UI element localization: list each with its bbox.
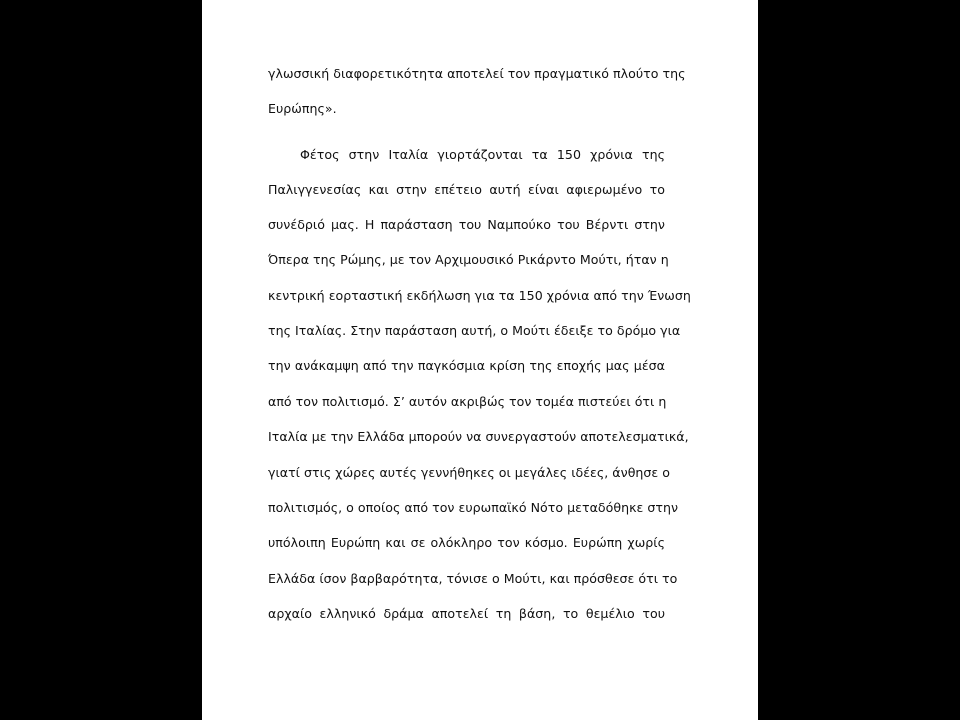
text-line: από τον πολιτισμό. Σ’ αυτόν ακριβώς τον τομέα πιστεύει ότι η: [268, 394, 667, 409]
text-line: κεντρική εορταστική εκδήλωση για τα 150 χρόνια από την Ένωση: [268, 288, 691, 303]
text-line: Ιταλία με την Ελλάδα μπορούν να συνεργαστούν αποτελεσματικά,: [268, 429, 689, 444]
document-page: [202, 0, 758, 720]
text-line: πολιτισμός, ο οποίος από τον ευρωπαϊκό Νότο μεταδόθηκε στην: [268, 500, 679, 515]
text-line: γιατί στις χώρες αυτές γεννήθηκες οι μεγάλες ιδέες, άνθησε ο: [268, 465, 670, 480]
text-line: υπόλοιπη Ευρώπη και σε ολόκληρο τον κόσμο. Ευρώπη χωρίς: [268, 535, 665, 550]
text-line: την ανάκαμψη από την παγκόσμια κρίση της εποχής μας μέσα: [268, 358, 665, 373]
text-line: της Ιταλίας. Στην παράσταση αυτή, ο Μούτι έδειξε το δρόμο για: [268, 323, 681, 338]
text-line: γλωσσική διαφορετικότητα αποτελεί τον πραγματικό πλούτο της: [268, 66, 686, 81]
text-line: συνέδριό μας. Η παράσταση του Ναμπούκο του Βέρντι στην: [268, 217, 665, 232]
text-line: Ευρώπης».: [268, 101, 337, 116]
text-line: Φέτος στην Ιταλία γιορτάζονται τα 150 χρόνια της: [300, 147, 665, 162]
text-line: Παλιγγενεσίας και στην επέτειο αυτή είναι αφιερωμένο το: [268, 182, 665, 197]
text-line: αρχαίο ελληνικό δράμα αποτελεί τη βάση, το θεμέλιο του: [268, 606, 665, 621]
text-line: Όπερα της Ρώμης, με τον Αρχιμουσικό Ρικάρντο Μούτι, ήταν η: [268, 252, 669, 267]
text-line: Ελλάδα ίσον βαρβαρότητα, τόνισε ο Μούτι, και πρόσθεσε ότι το: [268, 571, 678, 586]
